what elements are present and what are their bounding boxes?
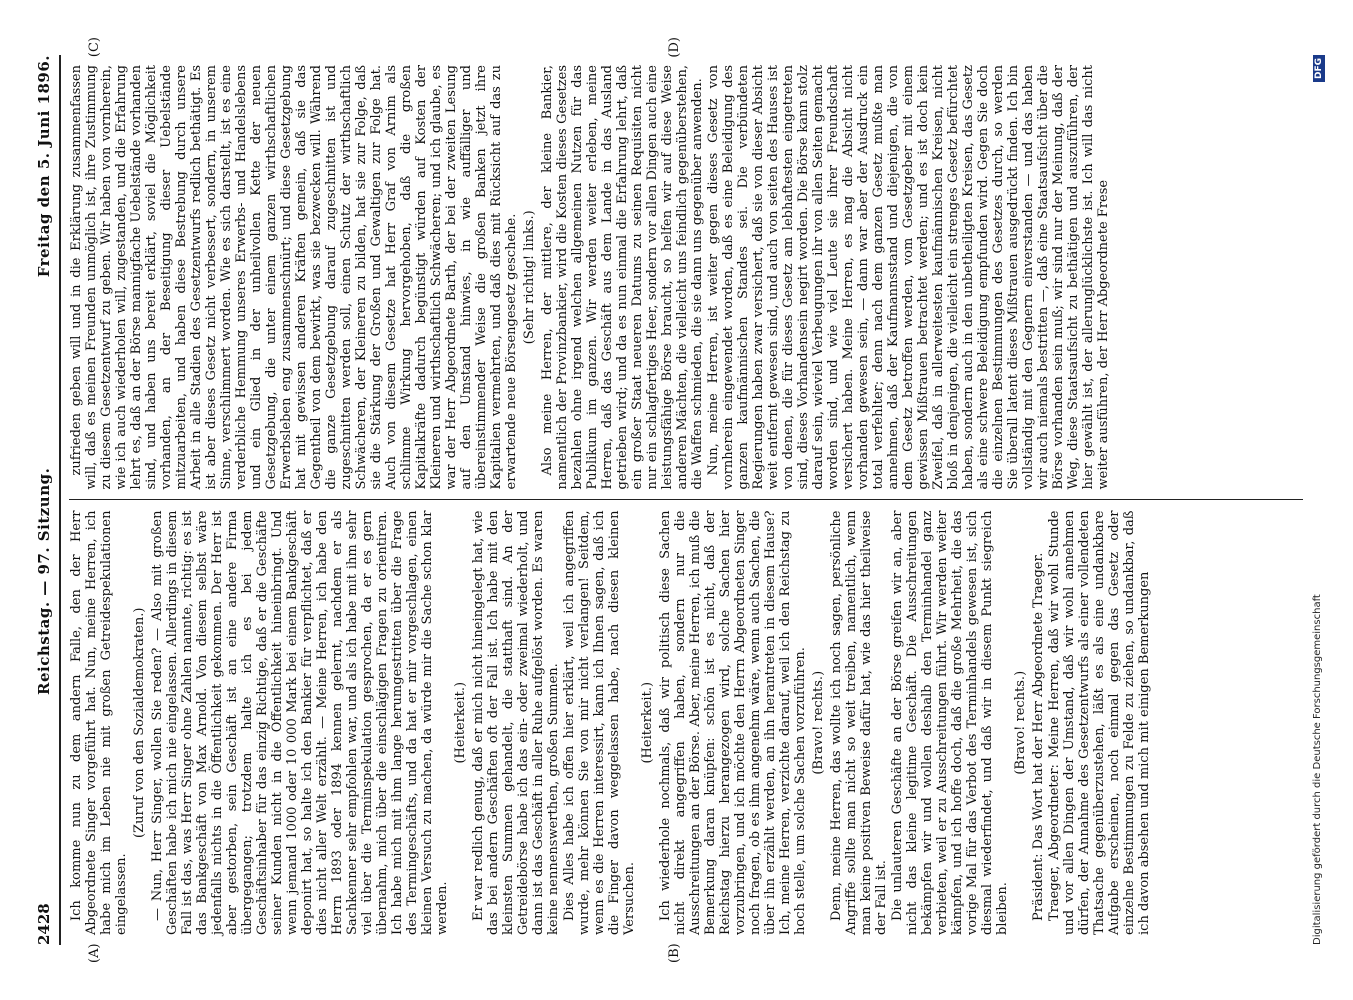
paragraph: Traeger, Abgeordneter: Meine Herren, daß wir wohl Stunde und vor allen Dingen der Umstand, daß wir wohl annehmen dürfen, der Annahme des Gesetzentwurfs als einer vollendeten Thatsache gegenüberzustehen, läßt es als eine undankbare Aufgabe erscheinen, noch einmal gegen das Gesetz oder einzelne Bestimmungen zu Felde zu ziehen, so undankbar, daß ich davon absehen und mich mit einigen Bemerkungen — [1046, 510, 1152, 935]
right-column — [69, 55, 1303, 500]
paragraph: Dies Alles habe ich offen hier erklärt, weil ich angegriffen wurde, mehr können Sie von mir nicht verlangen! Seitdem, wenn es die Herren interessirt, kann ich Ihnen sagen, daß ich die Finger davon weggelassen habe, nach diesen kleinen Versuchen. — [561, 510, 637, 935]
paragraph: Also meine Herren, der mittlere, der kleine Bankier, namentlich der Provinzbankier, wird die Kosten dieses Gesetzes bezahlen ohne irgend welchen allgemeinen Nutzen für das Publikum im ganzen. Wir werden weiter erleben, meine Herren, daß das Geschäft aus dem Lande in das Ausland getrieben wird; und da es nun einmal die Erfahrung lehrt, daß ein großer Staat neueren Datums zu seinen Requisiten nicht nur ein schlagfertiges Heer, sondern vor allen Dingen auch eine leistungsfähige Börse braucht, so helfen wir auf diese Weise anderen Mächten, die vielleicht uns feindlich gegenüberstehen, die Waffen schmieden, die sie dann uns gegenüber anwenden. — [539, 65, 705, 490]
paragraph: zufrieden geben will und in die Erklärung zusammenfassen will, daß es meinen Freunden unmöglich ist, ihre Zustimmung zu diesem Gesetzentwurf zu geben. Wir haben von vornherein, wie ich auch wiederholen will, zugestanden, und die Erfahrung lehrt es, daß an der Börse mannigfache Uebelstände vorhanden sind, und haben uns bereit erklärt, soviel die Möglichkeit vorhanden, an der Beseitigung dieser Uebelstände mitzuarbeiten, und haben diese Bestrebung durch unsere Arbeit in alle Stadien des Gesetzentwurfs redlich bethätigt. Es ist aber dieses Gesetz nicht verbessert, sondern, in unserem Sinne, verschlimmert worden. Wie es sich darstellt, ist es eine verderbliche Hemmung unseres Erwerbs- und Handelslebens und ein Glied in der unheilvollen Kette der neuen Gesetzgebung, die unter einem ganzen wirthschaftlichen Erwerbsleben eng zusammenschnürt; und diese Gesetzgebung hat mit gewissen anderen Kräften gemein, daß sie das Gegentheil von dem bewirkt, was sie bezwecken will. Während die ganze Gesetzgebung darauf zugeschnitten ist und zugeschnitten werden soll, einen Schutz der wirthschaftlich Schwächeren, der Kleineren zu bilden, hat sie zur Folge, daß sie die Stärkung der Großen und Gewaltigen zur Folge hat. Auch von diesem Gesetze hat Herr Graf von Arnim als schlimme Wirkung hervorgehoben, daß die großen Kapitalkräfte dadurch begünstigt würden auf Kosten der Kleineren und wirthschaftlich Schwächeren; und ich glaube, es war der Herr Abgeordnete Barth, der bei der zweiten Lesung auf den Umstand hinwies, in wie auffälliger und übereinstimmender Weise die großen Banken jetzt ihre Kapitalien vermehrten, und daß dies mit Rücksicht auf das zu erwartende neue Börsengesetz geschehe. — [68, 65, 519, 490]
page-number: 2428 — [34, 903, 53, 945]
page-header — [33, 55, 61, 945]
running-title: Reichstag. — 97. Sitzung. — [34, 467, 53, 695]
digitization-credit: Digitalisierung gefördert durch die Deutsche Forschungsgemeinschaft — [1311, 594, 1323, 945]
interjection: (Zuruf von den Sozialdemokraten.) — [131, 607, 147, 838]
interjection: (Heiterkeit.) — [452, 681, 468, 764]
interjection: (Bravo! rechts.) — [810, 670, 826, 775]
rotated-page — [27, 35, 1327, 965]
margin-letter-b: (B) — [666, 943, 682, 963]
column-divider — [69, 500, 1303, 501]
paragraph: Ich komme nun zu dem andern Falle, den der Herr Abgeordnete Singer vorgeführt hat. Nun, meine Herren, ich habe mich im Leben nie mit großen Getreidespekulationen eingelassen. — [68, 510, 129, 935]
margin-letter-a: (A) — [86, 943, 102, 963]
dfg-logo: DFG — [1313, 55, 1325, 82]
paragraph: Denn, meine Herren, das wollte ich noch sagen, persönliche Angriffe sollte man nicht so weit treiben, namentlich, wenn man keine positiven Beweise dafür hat, wie das hier theilweise der Fall ist. — [828, 510, 889, 935]
margin-letter-d: (D) — [666, 37, 682, 58]
interjection: (Heiterkeit.) — [639, 681, 655, 764]
paragraph: Er war redlich genug, daß er mich nicht hineingelegt hat, wie das bei andern Geschäften oft der Fall ist. Ich habe mit den kleinsten Summen gehandelt, die statthaft sind. An der Getreidebörse habe ich das ein- oder zweimal wiederholt, und dann ist das Geschäft in aller Ruhe aufgelöst worden. Es waren keine nennenswerthen, großen Summen. — [470, 510, 561, 935]
newspaper-sheet — [27, 35, 1327, 965]
interjection: (Sehr richtig! links.) — [521, 210, 537, 345]
margin-letter-c: (C) — [86, 37, 102, 58]
paragraph: Präsident: Das Wort hat der Herr Abgeordnete Traeger. — [1030, 552, 1046, 921]
left-column — [69, 501, 1303, 946]
paragraph: — Nun, Herr Singer, wollen Sie reden? — Also mit großen Geschäften habe ich mich nie eingelassen. Allerdings in diesem Fall ist das, was Herr Singer ohne Zahlen nannte, richtig: es ist das Bankgeschäft von Max Arnold. Von diesem selbst wäre jedenfalls nichts in die Öffentlichkeit gekommen. Der Herr ist aber gestorben, sein Geschäft ist an eine andere Firma übergegangen; trotzdem halte ich es bei jedem Geschäftsinhaber für das einzig Richtige, daß er die Geschäfte seiner Kunden nicht in die Öffentlichkeit hineinbringt. Und wenn jemand 1000 oder 10 000 Mark bei einem Bankgeschäft deponirt hat, so halte ich den Bankier für verpflichtet, daß er dies nicht aller Welt erzählt. — Meine Herren, ich habe den Herrn 1893 oder 1894 kennen gelernt, nachdem er als Sachkenner sehr empfohlen war, und als ich habe mit ihm sehr viel über die Terminspekulation gesprochen, da er es gern übernahm, mich über die einschlägigen Fragen zu orientiren. Ich habe mich mit ihm lange herumgestritten über die Frage des Termingeschäfts, und da hat er mir vorgeschlagen, einen kleinen Versuch zu machen, da würde mir die Sache schon klar werden. — [149, 510, 450, 935]
paragraph: Die unlauteren Geschäfte an der Börse greifen wir an, aber nicht das kleine legitime Geschäft. Die Ausschreitungen bekämpfen wir und wollen deshalb den Terminhandel ganz verbieten, weil er zu Ausschreitungen führt. Wir werden weiter kämpfen, und ich hoffe doch, daß die große Mehrheit, die das vorige Mal für das Verbot des Terminhandels gewesen ist, sich diesmal wiederfindet, und daß wir in diesem Punkt siegreich bleiben. — [889, 510, 1010, 935]
running-date: Freitag den 5. Juni 1896. — [34, 55, 53, 278]
paragraph: Nun, meine Herren, ist weiter gegen dieses Gesetz von vornherein eingewendet worden, daß es eine Beleidigung des ganzen kaufmännischen Standes sei. Die verbündeten Regierungen haben zwar versichert, daß sie von dieser Absicht weit entfernt gewesen sind, und auch von seiten des Hauses ist von denen, die für dieses Gesetz am lebhaftesten eingetreten sind, dieses Vorhandensein negirt worden. Die Börse kann stolz darauf sein, wieviel Verbeugungen ihr von allen Seiten gemacht worden sind, und wie viel Leute sie ihrer Freundschaft versichert haben. Meine Herren, es mag die Absicht nicht vorhanden gewesen sein, — dann war aber der Ausdruck ein total verfehlter; denn nach dem ganzen Gesetz mußte man annehmen, daß der Kaufmannsstand und diejenigen, die von dem Gesetz betroffen werden, vom Gesetzgeber mit einem gewissen Mißtrauen betrachtet werden; und es ist doch kein Zweifel, daß in allerweitesten kaufmännischen Kreisen, nicht bloß in denjenigen, die vielleicht ein strenges Gesetz befürchtet haben, sondern auch in den unbetheiligten Kreisen, das Gesetz als eine schwere Beleidigung empfunden wird. Gegen Sie doch die einzelnen Bestimmungen des Gesetzes durch, so werden Sie überall latent dieses Mißtrauen ausgedrückt finden. Ich bin vollständig mit den Gegnern einverstanden — und das haben wir auch niemals bestritten —, daß eine Staatsaufsicht über die Börse vorhanden sein muß; wir sind nur der Meinung, daß der Weg, diese Staatsaufsicht zu bethätigen und auszuführen, der hier gewählt ist, der allerunglücklichste ist. Ich will das nicht weiter ausführen, der Herr Abgeordnete Frese — [705, 65, 1111, 490]
interjection: (Bravo! rechts.) — [1012, 670, 1028, 775]
text-columns — [69, 55, 1303, 945]
paragraph: Ich wiederhole nochmals, daß wir politisch diese Sachen nicht direkt angegriffen haben, sondern nur die Ausschreitungen an der Börse. Aber, meine Herren, ich muß die Bemerkung daran knüpfen: schön ist es nicht, daß der Reichstag hierzu herangezogen wird, solche Sachen hier vorzubringen, und ich möchte den Herrn Abgeordneten Singer noch fragen, ob es ihm angenehm wäre, wenn auch Sachen, die über ihn erzählt werden, an ihn herantreten in diesem Hause? Ich, meine Herren, verzichte darauf, weil ich den Reichstag zu hoch stelle, um solche Sachen vorzuführen. — [657, 510, 808, 935]
